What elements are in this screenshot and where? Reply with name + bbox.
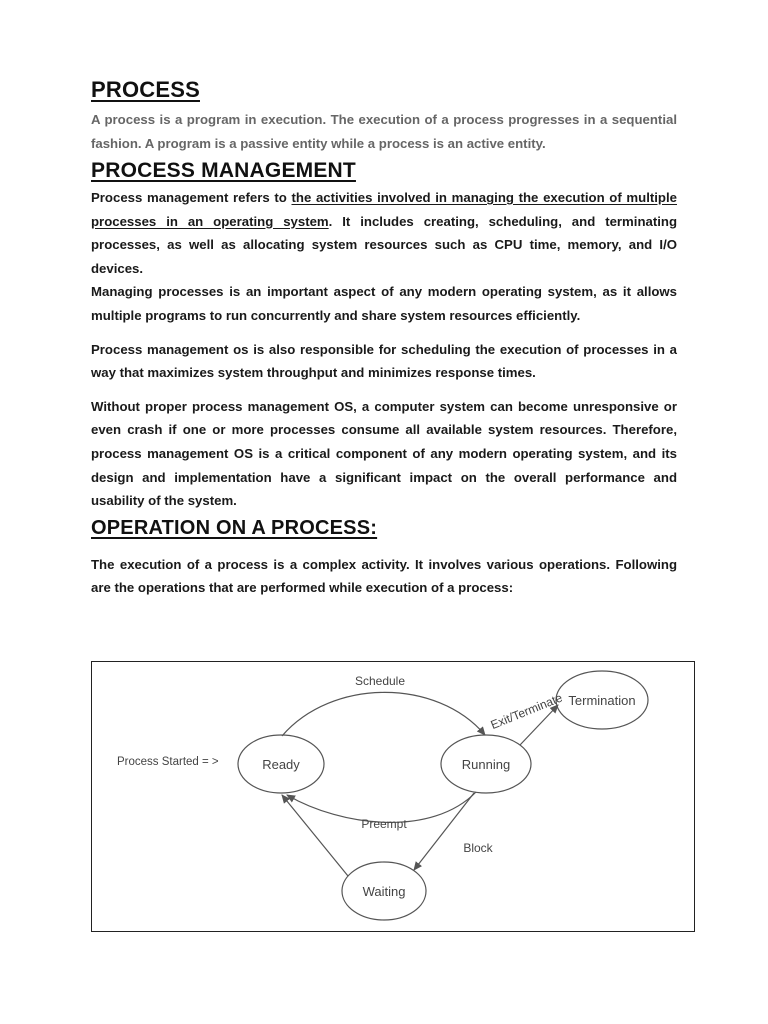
process-started-label: Process Started = > [117,756,219,768]
management-p1-end: . It includes creating, scheduling, and terminating processes, as well as allocating system resources such as CPU time, memory, and I/O devices. [91,213,678,276]
management-paragraph-1 [91,186,677,280]
block-label: Block [463,841,493,855]
operations-paragraph: The execution of a process is a complex activity. It involves various operations. Following are the operations that are performed while execution of a process: [91,556,677,596]
heading-process-management: PROCESS MANAGEMENT [91,159,356,182]
heading-process: PROCESS [91,77,200,102]
management-paragraph-4: Without proper process management OS, a computer system can become unresponsive or even crash if one or more processes consume all available system resources. Therefore, process management OS is a critical component of any modern operating system, and its design and implementation have a significant impact on the overall performance and usability of the system. [91,398,677,509]
waiting-label: Waiting [362,884,406,899]
exit-terminate-label: Exit/Terminate [488,690,565,733]
process-definition: A process is a program in execution. The execution of a process progresses in a sequential fashion. A program is a passive entity while a process is an active entity. [91,112,677,151]
running-label: Running [461,757,511,772]
management-paragraph-2: Managing processes is an important aspect of any modern operating system, as it allows multiple programs to run concurrently and share system resources efficiently. [91,284,677,323]
management-p1-underlined: the activities involved in managing the execution of multiple processes in an operating system [91,190,677,229]
schedule-label: Schedule [354,674,406,688]
waiting-to-ready-arrow [282,795,348,876]
termination-label: Termination [568,693,636,708]
ready-label: Ready [262,757,300,772]
state-diagram-svg [92,662,694,931]
preempt-label: Preempt [361,817,407,831]
schedule-arrow [282,692,485,736]
management-p1-start: Process management refers to [91,190,292,205]
document-page [91,72,677,600]
heading-operation-on-a-process: OPERATION ON A PROCESS: [91,516,378,539]
process-state-diagram [91,661,695,932]
block-arrow [414,793,474,870]
management-paragraph-3: Process management os is also responsible for scheduling the execution of processes in a way that maximizes system throughput and minimizes response times. [91,341,677,381]
